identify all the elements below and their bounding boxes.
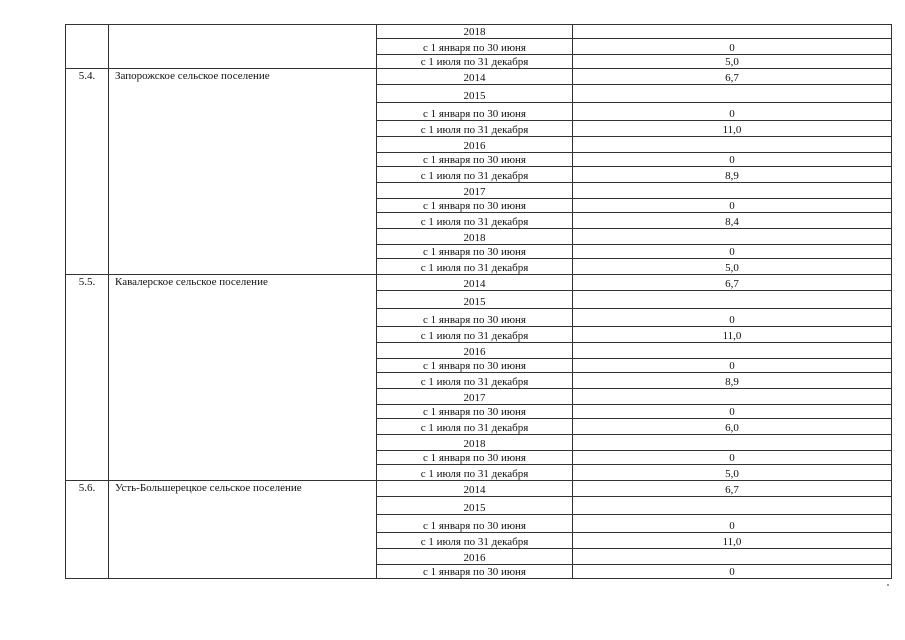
value-cell: 6,0: [573, 419, 892, 435]
period-cell: 2017: [377, 183, 573, 199]
value-cell: 0: [573, 153, 892, 167]
period-cell: 2018: [377, 25, 573, 39]
tariff-table: [65, 24, 892, 579]
value-cell: 0: [573, 565, 892, 579]
settlement-name: Запорожское сельское поселение: [109, 69, 377, 275]
table-row: [66, 275, 892, 291]
period-cell: 2016: [377, 343, 573, 359]
period-cell: с 1 июля по 31 декабря: [377, 533, 573, 549]
value-cell: [573, 25, 892, 39]
table-row: [66, 25, 892, 39]
period-cell: с 1 января по 30 июня: [377, 309, 573, 327]
period-cell: с 1 июля по 31 декабря: [377, 259, 573, 275]
period-cell: с 1 января по 30 июня: [377, 39, 573, 55]
row-number: 5.6.: [66, 481, 109, 579]
value-cell: 5,0: [573, 259, 892, 275]
value-cell: 0: [573, 405, 892, 419]
period-cell: с 1 июля по 31 декабря: [377, 373, 573, 389]
value-cell: 0: [573, 245, 892, 259]
value-cell: 11,0: [573, 327, 892, 343]
value-cell: 6,7: [573, 275, 892, 291]
value-cell: 8,4: [573, 213, 892, 229]
value-cell: 0: [573, 103, 892, 121]
value-cell: 0: [573, 309, 892, 327]
value-cell: 0: [573, 515, 892, 533]
period-cell: с 1 января по 30 июня: [377, 199, 573, 213]
period-cell: 2017: [377, 389, 573, 405]
period-cell: с 1 января по 30 июня: [377, 565, 573, 579]
value-cell: 0: [573, 359, 892, 373]
period-cell: с 1 июля по 31 декабря: [377, 167, 573, 183]
table-row: [66, 69, 892, 85]
value-cell: [573, 137, 892, 153]
period-cell: с 1 июля по 31 декабря: [377, 213, 573, 229]
period-cell: 2015: [377, 291, 573, 309]
period-cell: 2014: [377, 481, 573, 497]
value-cell: [573, 85, 892, 103]
period-cell: 2018: [377, 229, 573, 245]
value-cell: 0: [573, 199, 892, 213]
scan-speck: [887, 584, 889, 586]
period-cell: с 1 января по 30 июня: [377, 359, 573, 373]
period-cell: с 1 января по 30 июня: [377, 153, 573, 167]
value-cell: [573, 497, 892, 515]
value-cell: 8,9: [573, 373, 892, 389]
value-cell: [573, 549, 892, 565]
row-number: 5.5.: [66, 275, 109, 481]
value-cell: [573, 183, 892, 199]
value-cell: 6,7: [573, 481, 892, 497]
value-cell: 8,9: [573, 167, 892, 183]
period-cell: с 1 июля по 31 декабря: [377, 121, 573, 137]
value-cell: [573, 229, 892, 245]
period-cell: 2016: [377, 549, 573, 565]
period-cell: 2014: [377, 69, 573, 85]
value-cell: 5,0: [573, 55, 892, 69]
row-number: [66, 25, 109, 69]
row-number: 5.4.: [66, 69, 109, 275]
settlement-name: Кавалерское сельское поселение: [109, 275, 377, 481]
value-cell: [573, 435, 892, 451]
value-cell: 0: [573, 39, 892, 55]
table-body: [66, 25, 892, 579]
value-cell: 11,0: [573, 121, 892, 137]
period-cell: 2016: [377, 137, 573, 153]
period-cell: с 1 июля по 31 декабря: [377, 465, 573, 481]
table-row: [66, 481, 892, 497]
period-cell: с 1 июля по 31 декабря: [377, 55, 573, 69]
period-cell: с 1 января по 30 июня: [377, 451, 573, 465]
period-cell: 2015: [377, 497, 573, 515]
period-cell: с 1 января по 30 июня: [377, 405, 573, 419]
value-cell: [573, 343, 892, 359]
period-cell: 2015: [377, 85, 573, 103]
value-cell: [573, 389, 892, 405]
period-cell: с 1 января по 30 июня: [377, 245, 573, 259]
settlement-name: Усть-Большерецкое сельское поселение: [109, 481, 377, 579]
period-cell: с 1 июля по 31 декабря: [377, 419, 573, 435]
period-cell: с 1 января по 30 июня: [377, 515, 573, 533]
value-cell: 5,0: [573, 465, 892, 481]
period-cell: 2018: [377, 435, 573, 451]
period-cell: 2014: [377, 275, 573, 291]
value-cell: 0: [573, 451, 892, 465]
period-cell: с 1 июля по 31 декабря: [377, 327, 573, 343]
value-cell: 11,0: [573, 533, 892, 549]
period-cell: с 1 января по 30 июня: [377, 103, 573, 121]
settlement-name: [109, 25, 377, 69]
value-cell: [573, 291, 892, 309]
value-cell: 6,7: [573, 69, 892, 85]
